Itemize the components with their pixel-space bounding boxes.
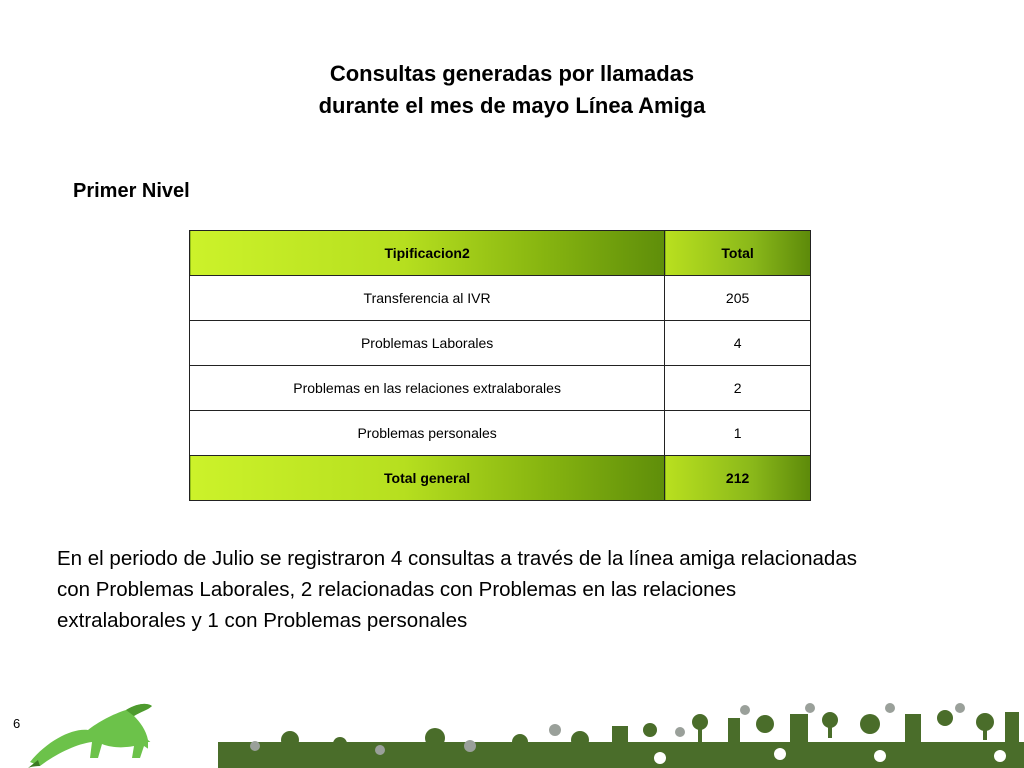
table-row [190,411,811,456]
summary-paragraph [57,543,977,636]
summary-table [189,230,811,501]
paragraph-line-1: En el periodo de Julio se registraron 4 consultas a través de la línea amiga relacionadas [57,547,857,570]
row-value: 4 [665,321,811,366]
column-header-tipificacion: Tipificacion2 [190,231,665,276]
total-label: Total general [190,456,665,501]
row-label: Problemas Laborales [190,321,665,366]
slide-title-line-1: Consultas generadas por llamadas [329,61,695,86]
row-label: Problemas personales [190,411,665,456]
total-value: 212 [665,456,811,501]
row-label: Transferencia al IVR [190,276,665,321]
table-row [190,276,811,321]
section-subtitle: Primer Nivel [73,180,190,202]
iguana-logo [28,700,218,768]
slide-title-line-2: durante el mes de mayo Línea Amiga [318,93,706,118]
slide-title [0,58,1024,122]
row-value: 205 [665,276,811,321]
table-total-row [190,456,811,501]
paragraph-line-3: extralaborales y 1 con Problemas personales [57,609,468,632]
page-number: 6 [13,716,21,731]
table-header-row [190,231,811,276]
column-header-total: Total [665,231,811,276]
row-value: 1 [665,411,811,456]
row-label: Problemas en las relaciones extralaborales [190,366,665,411]
table-row [190,321,811,366]
row-value: 2 [665,366,811,411]
paragraph-line-2: con Problemas Laborales, 2 relacionadas con Problemas en las relaciones [57,578,737,601]
table-row [190,366,811,411]
